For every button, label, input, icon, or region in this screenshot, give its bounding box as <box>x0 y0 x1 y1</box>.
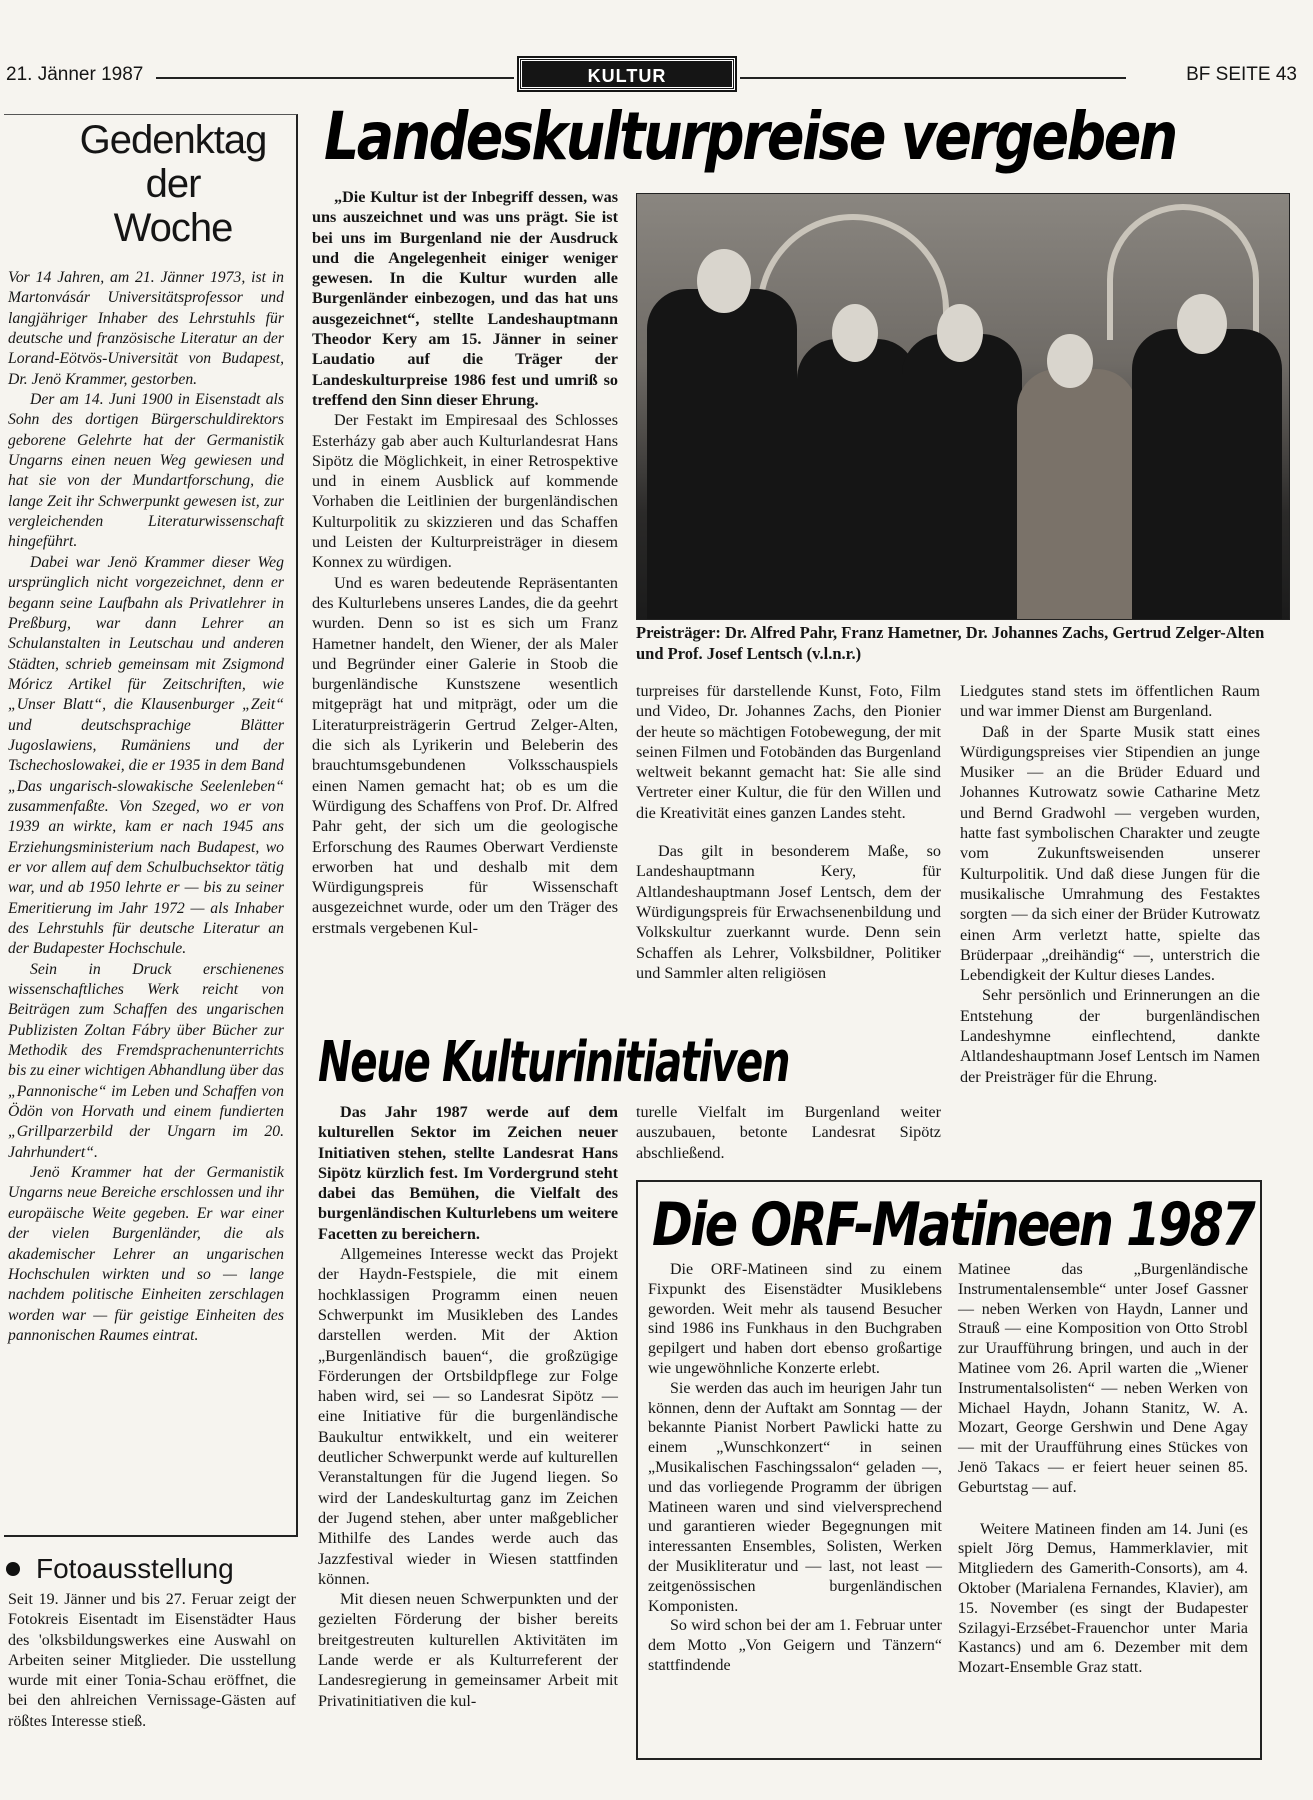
fotoausstellung-text: Seit 19. Jänner und bis 27. Feruar zeigt der Fotokreis Eisentadt im Eisenstädter Haus des 'olksbildungswerkes eine Auswahl on Arbeiten seiner Mitglieder. Die usstellung wurde mit einer Tonia-Schau eröffnet, die bei den ahlreichen Vernissage-Gästen auf rößtes Interesse stieß. <box>8 1591 296 1730</box>
orf-col1: Die ORF-Matineen sind zu einem Fixpunkt des Eisenstädter Musiklebens geworden. Weit mehr als tausend Besucher sind 1986 ins Funkhaus in den Buchgraben gepilgert und haben dort ebenso großartige wie ungewöhnliche Konzerte erlebt. Sie werden das auch im heurigen Jahr tun können, denn der Auftakt am Sonntag — der bekannte Pianist Norbert Pawlicki hatte zu einem „Wunschkonzert“ in seinen „Musikalischen Faschingssalon“ geladen —, und das vorliegende Programm der übrigen Matineen waren und sind vielversprechend und garantieren wieder Begegnungen mit interessanten Ensembles, Solisten, Werken der Musikliteratur und — last, not least — zeitgenössischen burgenländischen Komponisten. So wird schon bei der am 1. Februar unter dem Motto „Von Geigern und Tänzern“ stattfindende <box>648 1261 942 1674</box>
main-article-col2: turpreises für darstellende Kunst, Foto, Film und Video, Dr. Johannes Zachs, den Pionier der heute so mächtigen Fotobewegung, der mit seinen Filmen und Fotobänden das Burgenland weltweit bekannt gemacht hat: Sie alle sind Vertreter einer Kultur, die für den Willen und die Kreativität eines ganzen Landes steht. Das gilt in besonderem Maße, so Landeshauptmann Kery, für Altlandeshauptmann Josef Lentsch, dem der Würdigungspreis für Erwachsenenbildung und Volkskultur zuerkannt wurde. Denn sein Schaffen als Lehrer, Volksbildner, Politiker und Sammler alten religiösen <box>636 682 941 982</box>
prize-winners-photo <box>636 193 1290 620</box>
gedenktag-article: Vor 14 Jahren, am 21. Jänner 1973, ist in Martonvásár Universitätsprofessor und langjähriger Inhaber des Lehrstuhls für deutsche und französische Literatur an der Lorand-Eötvös-Universität von Budapest, Dr. Jenö Krammer, gestorben. Der am 14. Juni 1900 in Eisenstadt als Sohn des dortigen Bürgerschuldirektors geborene Gelehrte hat der Germanistik Ungarns einen neuen Weg gewiesen und hat sie von der Mundartforschung, die lange Zeit ihr Schwerpunkt gewesen ist, zur vergleichenden Literaturwissenschaft hingeführt. Dabei war Jenö Krammer dieser Weg ursprünglich nicht vorgezeichnet, denn er begann seine Laufbahn als Privatlehrer in Preßburg, war dann Lehrer an Schulanstalten in Leutschau und anderen Städten, schrieb gemeinsam mit Zsigmond Móricz Artikel für Zeitschriften, wie „Unser Blatt“, die Klausenburger „Zeit“ und deutschsprachige Blätter Jugoslawiens, Rumäniens und der Tschechoslowakei, die er 1935 in dem Band „Das ungarisch-slowakische Seelenleben“ zusammenfaßte. Von Szeged, wo er von 1939 an wirkte, kam er nach 1945 ans Erziehungsministerium nach Budapest, wo er vor allem auf dem Schulbuchsektor tätig war, und ab 1950 lehrte er — bis zu seiner Emeritierung im Jahr 1972 — als Inhaber des Lehrstuhls für deutsche Literatur an der Budapester Hochschule. Sein in Druck erschienenes wissenschaftliches Werk reicht von Beiträgen zum Schaffen des ungarischen Publizisten Zoltan Fábry über Bücher zur Methodik des Fremdsprachenunterrichts bis zu einer wichtigen Abhandlung über das „Pannonische“ im Leben und Schaffen von Ödön von Horvath und einem fundierten „Grillparzerbild der Ungarn im 20. Jahrhundert“. Jenö Krammer hat der Germanistik Ungarns neue Bereiche erschlossen und ihr europäische Weite gegeben. Er war einer der vielen Burgenländer, die als akademischer Lehrer an ungarischen Hochschulen wirkten und so — lange nachdem politische Einheiten zerschlagen worden war — für geistige Einheiten des pannonischen Raumes eintrat. <box>8 269 284 1344</box>
bullet-icon <box>6 1562 20 1576</box>
section-label: KULTUR <box>519 58 735 90</box>
photo-caption: Preisträger: Dr. Alfred Pahr, Franz Hametner, Dr. Johannes Zachs, Gertrud Zelger-Alten und Prof. Josef Lentsch (v.l.n.r.) <box>636 623 1265 663</box>
main-headline: Landeskulturpreise vergeben <box>324 98 1176 175</box>
initiativen-col2: turelle Vielfalt im Burgenland weiter auszubauen, betonte Landesrat Sipötz abschließend. <box>636 1103 941 1162</box>
page-number: BF SEITE 43 <box>1186 64 1297 85</box>
main-article-col1: „Die Kultur ist der Inbegriff dessen, was uns auszeichnet und was uns prägt. Sie ist bei uns im Burgenland nie der Ausdruck und die Angelegenheit einiger weniger gewesen. In die Kultur wurden alle Burgenländer einbezogen, und das hat uns ausgezeichnet“, stellte Landeshauptmann Theodor Kery am 15. Jänner in seiner Laudatio auf die Träger der Landeskulturpreise 1986 fest und umriß so treffend den Sinn dieser Ehrung. Der Festakt im Empiresaal des Schlosses Esterházy gab aber auch Kulturlandesrat Hans Sipötz die Möglichkeit, in einer Retrospektive und in einem Ausblick auf kommende Vorhaben die Leitlinien der burgenländischen Kulturpolitik zu skizzieren und das Schaffen und Leisten der Kulturpreisträger in diesem Konnex zu würdigen. Und es waren bedeutende Repräsentanten des Kulturlebens unseres Landes, die da geehrt wurden. Denn so ist es sich um Franz Hametner handelt, den Wiener, der als Maler und Begründer einer Galerie in Stoob die burgenländische Kunstszene wesentlich mitgeprägt hat und mitprägt, oder um die Literaturpreisträgerin Gertrud Zelger-Alten, die sich als Lyrikerin und Beleberin des brauchtumsgebundenen Volksschauspiels einen Namen gemacht hat; ob es um die Würdigung des Schaffens von Prof. Dr. Alfred Pahr geht, der sich um die geologische Erforschung des Raumes Oberwart Verdienste erworben hat und deshalb mit dem Würdigungspreis für Wissenschaft ausgezeichnet wurde, oder um den Träger des erstmals vergebenen Kul- <box>312 188 618 937</box>
orf-col2: Matinee das „Burgenländische Instrumentalensemble“ unter Josef Gassner — neben Werken von Haydn, Lanner und Strauß — eine Komposition von Otto Strobl zur Uraufführung bringen, und auch in der Matinee vom 26. April warten die „Wiener Instrumentalsolisten“ — neben Werken von Michael Haydn, Johann Stanitz, W. A. Mozart, George Gershwin und Dene Agay — mit der Uraufführung eines Stückes von Jenö Takacs — er feiert heuer seinen 85. Geburtstag — auf. Weitere Matineen finden am 14. Juni (es spielt Jörg Demus, Hammerklavier, mit Mitgliedern des Gamerith-Consorts), am 4. Oktober (Marialena Fernandes, Klavier), am 15. November (es singt der Budapester Szilagyi-Erzsébet-Frauenchor unter Maria Kastancs) und am 6. Dezember mit dem Mozart-Ensemble Graz statt. <box>958 1261 1248 1677</box>
gedenktag-title: Gedenktag der Woche <box>79 118 267 250</box>
main-article-col3: Liedgutes stand stets im öffentlichen Raum und war immer Dienst am Burgenland. Daß in der Sparte Musik statt eines Würdigungspreises vier Stipendien an junge Musiker — an die Brüder Eduard und Johannes Kutrowatz sowie Catharine Metz und Bernd Gradwohl — vergeben wurden, hatte fast symbolischen Charakter und zeugte vom Zukunftsweisenden unserer Kulturpolitik. Und daß diese Jungen für die musikalische Umrahmung des Festaktes sorgten — da sich einer der Brüder Kutrowatz einen Arm verletzt hatte, spielte das Brüderpaar „dreihändig“ —, unterstrich die Lebendigkeit der Kultur dieses Landes. Sehr persönlich und Erinnerungen an die Entstehung der burgenländischen Landeshymne einflechtend, dankte Altlandeshauptmann Josef Lentsch im Namen der Preisträger für die Ehrung. <box>960 682 1260 1086</box>
issue-date: 21. Jänner 1987 <box>6 64 144 85</box>
header-rule-right <box>740 77 1126 79</box>
initiativen-col1: Das Jahr 1987 werde auf dem kulturellen Sektor im Zeichen neuer Initiativen stehen, stellte Landesrat Hans Sipötz kürzlich fest. Im Vordergrund steht dabei das Bemühen, die Vielfalt des burgenländischen Kulturlebens um weitere Facetten zu bereichern. Allgemeines Interesse weckt das Projekt der Haydn-Festspiele, die mit einem hochklassigen Programm einen neuen Schwerpunkt im Musikleben des Landes darstellen werden. Mit der Aktion „Burgenländisch bauen“, die großzügige Förderungen der Ortsbildpflege zur Folge haben wird, sei — so Landesrat Sipötz — eine Initiative für die burgenländische Baukultur entwikkelt, und ein weiterer deutlicher Schwerpunkt werde auf kulturellen Veranstaltungen für die Jugend liegen. So wird der Landeskulturtag ganz im Zeichen der Jugend stehen, aber unter maßgeblicher Mithilfe des Landes werde auch das Jazzfestival wieder in Wiesen stattfinden können. Mit diesen neuen Schwerpunkten und der gezielten Förderung der bisher bereits breitgestreuten kulturellen Aktivitäten im Lande werde er als Kulturreferent der Landesregierung in gemeinsamer Arbeit mit Privatinitiativen die kul- <box>318 1103 618 1710</box>
orf-headline: Die ORF-Matineen 1987 <box>652 1190 1254 1260</box>
header-rule-left <box>156 77 514 79</box>
initiativen-headline: Neue Kulturinitiativen <box>318 1030 790 1095</box>
fotoausstellung-title: Fotoausstellung <box>36 1553 234 1584</box>
